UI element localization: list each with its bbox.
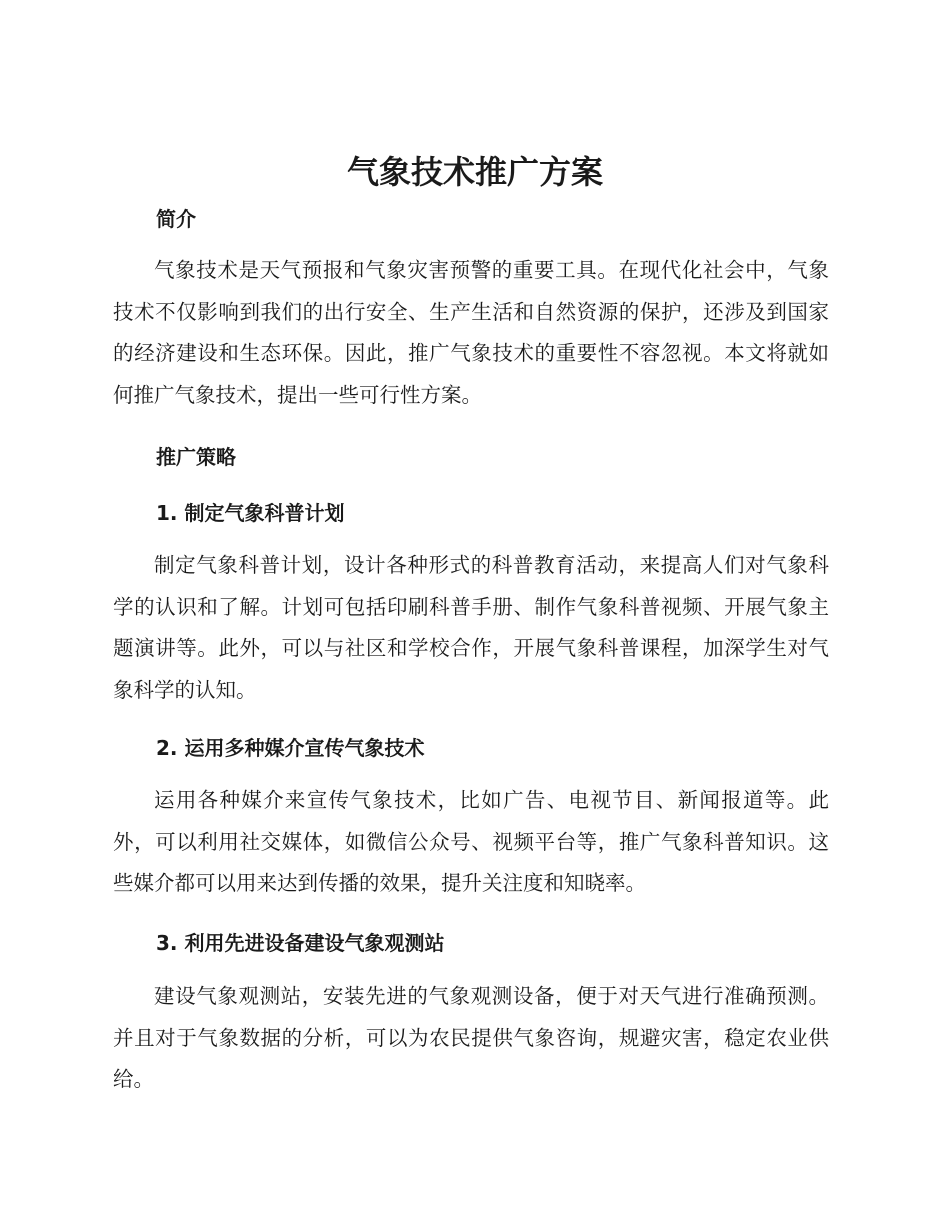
section-3-paragraph: 建设气象观测站，安装先进的气象观测设备，便于对天气进行准确预测。并且对于气象数据的分析，可以为农民提供气象咨询，规避灾害，稳定农业供给。 [113, 984, 829, 1091]
section-1-heading: 1. 制定气象科普计划 [156, 501, 345, 525]
strategy-heading: 推广策略 [156, 445, 236, 469]
section-1-paragraph: 制定气象科普计划，设计各种形式的科普教育活动，来提高人们对气象科学的认识和了解。计划可包括印刷科普手册、制作气象科普视频、开展气象主题演讲等。此外，可以与社区和学校合作，开展气象科普课程，加深学生对气象科学的认知。 [113, 553, 829, 702]
section-3-heading: 3. 利用先进设备建设气象观测站 [156, 931, 445, 955]
document-title: 气象技术推广方案 [346, 153, 603, 191]
section-2-heading: 2. 运用多种媒介宣传气象技术 [156, 736, 425, 760]
section-2-paragraph: 运用各种媒介来宣传气象技术，比如广告、电视节目、新闻报道等。此外，可以利用社交媒体，如微信公众号、视频平台等，推广气象科普知识。这些媒介都可以用来达到传播的效果，提升关注度和知晓率。 [113, 788, 829, 895]
intro-heading: 简介 [156, 207, 196, 231]
intro-paragraph: 气象技术是天气预报和气象灾害预警的重要工具。在现代化社会中，气象技术不仅影响到我们的出行安全、生产生活和自然资源的保护，还涉及到国家的经济建设和生态环保。因此，推广气象技术的重要性不容忽视。本文将就如何推广气象技术，提出一些可行性方案。 [113, 258, 829, 407]
